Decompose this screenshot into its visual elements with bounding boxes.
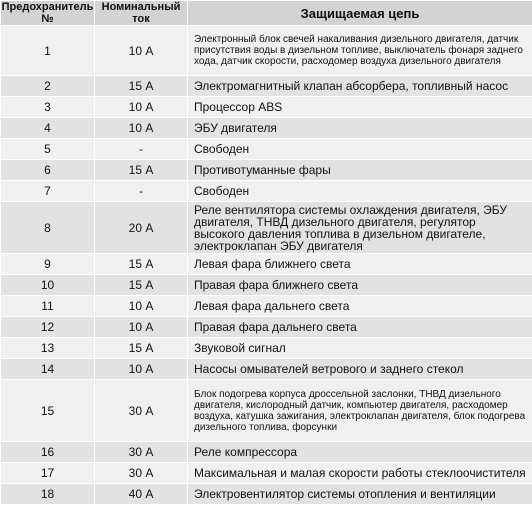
rated-current: 30 А [95,380,188,442]
protected-circuit: Электромагнитный клапан абсорбера, топливный насос [188,76,532,97]
rated-current: 10 А [95,26,188,76]
rated-current: 15 А [95,338,188,359]
table-row [1,442,532,463]
protected-circuit: Процессор ABS [188,97,532,118]
rated-current: 30 А [95,442,188,463]
fuse-number: 12 [1,317,95,338]
table-row [1,181,532,202]
header-row [1,1,532,26]
table-row [1,380,532,442]
fuse-number: 5 [1,139,95,160]
protected-circuit: Электровентилятор системы отопления и вентиляции [188,484,532,505]
header-fuse-number: Предохранитель № [1,1,94,25]
fuse-number: 9 [1,254,95,275]
table-row [1,317,532,338]
protected-circuit: Реле компрессора [188,442,532,463]
fuse-number: 4 [1,118,95,139]
fuse-number: 7 [1,181,95,202]
rated-current: 10 А [95,296,188,317]
table-row [1,463,532,484]
protected-circuit: Свободен [188,139,532,160]
protected-circuit: Свободен [188,181,532,202]
header-rated-current: Номинальный ток [95,1,188,26]
protected-circuit: Звуковой сигнал [188,338,532,359]
rated-current: 15 А [95,76,188,97]
protected-circuit: ЭБУ двигателя [188,118,532,139]
fuse-number: 15 [1,380,95,442]
rated-current: 10 А [95,317,188,338]
protected-circuit: Противотуманные фары [188,160,532,181]
rated-current: 15 А [95,275,188,296]
protected-circuit: Электронный блок свечей накаливания дизельного двигателя, датчик присутствия воды в дизельном топливе, выключатель фонаря заднего хода, датчик скорости, расходомер воздуха дизельного двигателя [188,26,532,76]
fuse-number: 8 [1,202,95,254]
rated-current: 20 А [95,202,188,254]
rated-current: 10 А [95,118,188,139]
table-row [1,97,532,118]
rated-current: 30 А [95,463,188,484]
rated-current: 15 А [95,254,188,275]
fuse-number: 18 [1,484,95,505]
fuse-number: 6 [1,160,95,181]
fuse-number: 13 [1,338,95,359]
protected-circuit: Блок подогрева корпуса дроссельной заслонки, ТНВД дизельного двигателя, кислородный датчик, компьютер двигателя, расходомер воздуха, катушка зажигания, электроклапан двигателя, блок подогрева дизельного топлива, форсунки [188,380,532,442]
table-row [1,338,532,359]
header-protected-circuit: Защищаемая цепь [188,1,532,26]
rated-current: 10 А [95,97,188,118]
table-row [1,139,532,160]
table-row [1,118,532,139]
rated-current: 40 А [95,484,188,505]
table-row [1,160,532,181]
table-row [1,254,532,275]
protected-circuit: Реле вентилятора системы охлаждения двигателя, ЭБУ двигателя, ТНВД дизельного двигателя, регулятор высокого давления топлива в дизельном двигателе, электроклапан ЭБУ двигателя [188,202,532,254]
protected-circuit: Правая фара дальнего света [188,317,532,338]
table-row [1,202,532,254]
fuse-number: 1 [1,26,95,76]
fuse-number: 14 [1,359,95,380]
fuse-number: 3 [1,97,95,118]
table-row [1,484,532,505]
table-row [1,275,532,296]
protected-circuit: Насосы омывателей ветрового и заднего стекол [188,359,532,380]
fuse-number: 16 [1,442,95,463]
table-row [1,26,532,76]
fuse-number: 2 [1,76,95,97]
fuse-number: 11 [1,296,95,317]
protected-circuit: Максимальная и малая скорости работы стеклоочистителя [188,463,532,484]
protected-circuit: Левая фара дальнего света [188,296,532,317]
rated-current: - [95,181,188,202]
table-row [1,76,532,97]
rated-current: - [95,139,188,160]
rated-current: 15 А [95,160,188,181]
rated-current: 10 А [95,359,188,380]
protected-circuit: Левая фара ближнего света [188,254,532,275]
table-row [1,359,532,380]
fuse-number: 17 [1,463,95,484]
protected-circuit: Правая фара ближнего света [188,275,532,296]
table-row [1,296,532,317]
fuse-number: 10 [1,275,95,296]
